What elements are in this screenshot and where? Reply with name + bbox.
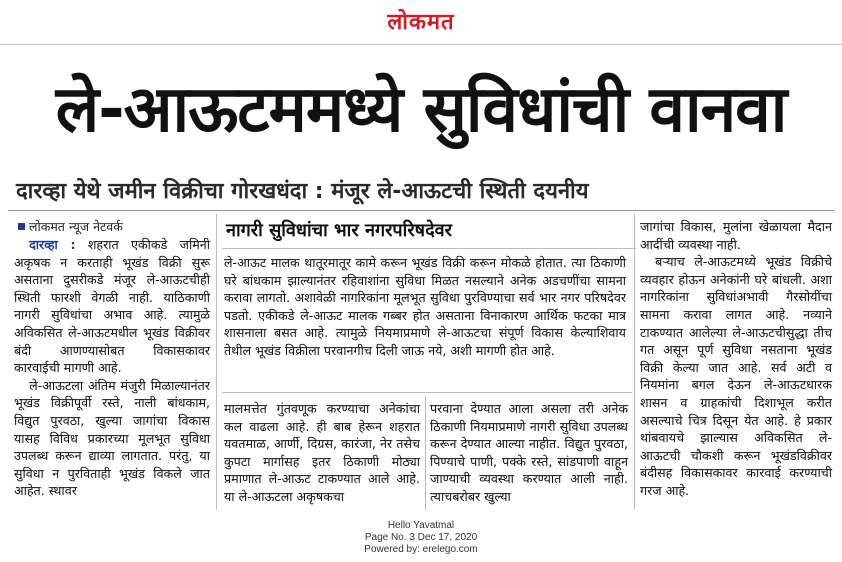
article-column-1 — [14, 236, 210, 500]
column-4-paragraph-2: बऱ्याच ले-आऊटमध्ये भूखंड विक्रीचे व्यवहार होऊन अनेकांनी घरे बांधली. अशा नागरिकांना सुविधांअभावी गैरसोयींचा सामना करावा लागत आहे. नव्याने टाकण्यात आलेल्या ले-आऊटचीसुद्धा तीच गत असून पूर्ण सुविधा नसताना भूखंड विक्री केल्या जात आहे. सर्व अटी व नियमांना बगल देऊन ले-आऊटधारक शासन व ग्राहकांची दिशाभूल करीत असल्याचे चित्र दिसून येत आहे. हे प्रकार थांबवायचे झाल्यास अविकसित ले-आऊटची चौकशी करून भूखंडविक्रीवर बंदीसह विकासकावर कारवाई करण्याची गरज आहे. — [640, 254, 832, 498]
article-column-3: परवाना देण्यात आला असला तरी अनेक ठिकाणी नियमाप्रमाणे नागरी सुविधा उपलब्ध करून देण्यात आल्या नाहीत. विद्युत पुरवठा, पिण्याचे पाणी, पक्के रस्ते, सांडपाणी वाहून जाण्याची व्यवस्था करण्यात आली नाही. त्याचबरोबर खुल्या — [430, 401, 628, 504]
column-4-paragraph-1: जागांचा विकास, मुलांना खेळायला मैदान आदींची व्यवस्था नाही. — [640, 219, 832, 252]
column-divider — [216, 214, 217, 510]
byline — [18, 218, 218, 235]
byline-text: लोकमत न्यूज नेटवर्क — [29, 219, 123, 234]
page-footer — [0, 520, 842, 556]
column-1-paragraph-2: ले-आऊटला अंतिम मंजुरी मिळाल्यानंतर भूखंड विक्रीपूर्वी रस्ते, नाली बांधकाम, विद्युत पुरवठा, खुल्या जागांचा विकास यासह विविध प्रकारच्या मूलभूत सुविधा उपलब्ध करून द्याव्या लागतात. परंतु, या सुविधा न पुरविताही भूखंड विकले जात आहेत. स्थावर — [14, 377, 210, 499]
article-column-2: मालमत्तेत गुंतवणूक करण्याचा अनेकांचा कल वाढला आहे. ही बाब हेरून शहरात यवतमाळ, आर्णी, दिग्रस, कारंजा, नेर तसेच कुपटा मार्गासह इतर ठिकाणी मोठ्या प्रमाणात ले-आऊट टाकण्यात आले आहे. या ले-आऊटला अकृषकचा — [224, 401, 420, 504]
top-divider — [0, 44, 842, 45]
footer-publication: Hello Yavatmal — [387, 520, 455, 531]
bullet-square-icon — [18, 223, 25, 230]
column-divider — [634, 214, 635, 510]
section-divider — [8, 210, 834, 211]
footer-page-date: Page No. 3 Dec 17, 2020 — [364, 532, 478, 543]
subheadline: दारव्हा येथे जमीन विक्रीचा गोरखधंदा : मंजूर ले-आऊटची स्थिती दयनीय — [16, 179, 589, 204]
dateline: दारव्हा : — [29, 237, 76, 252]
column-1-paragraph-1: दारव्हा : शहरात एकीकडे जमिनी अकृषक न करताही भूखंड विक्री सुरू असताना दुसरीकडे मंजूर ले-आऊटचीही स्थिती फारशी वेगळी नाही. याठिकाणी नागरी सुविधांचा अभाव आहे. त्यामुळे अविकसित ले-आऊटमधील भूखंड विक्रीवर बंदी आणण्यासोबत विकासकावर कारवाईची मागणी आहे. — [14, 237, 210, 376]
masthead-logo: लोकमत — [387, 9, 455, 35]
box-text: ले-आऊट मालक थातूरमातूर कामे करून भूखंड विक्री करून मोकळे होतात. त्या ठिकाणी घरे बांधकाम झाल्यानंतर रहिवाशांना सुविधा मिळत नसल्याने अनेक अडचणींचा सामना करावा लागतो. अशावेळी नागरिकांना मूलभूत सुविधा पुरविण्याचा सर्व भार नगर परिषदेवर पडतो. एकीकडे ले-आऊट मालक गब्बर होत असताना विनाकारण आर्थिक फटका मात्र शासनाला बसत आहे. त्यामुळे नियमाप्रमाणे ले-आऊटचा संपूर्ण विकास केल्याशिवाय तेथील भूखंड विक्रीला परवानगीच दिली जाऊ नये, अशी मागणी होत आहे. — [224, 255, 626, 358]
footer-powered-by: Powered by: erelego.com — [364, 544, 478, 555]
box-bottom-divider — [222, 392, 632, 393]
headline: ले-आऊटममध्ये सुविधांची वानवा — [55, 73, 787, 147]
column-divider — [425, 396, 426, 510]
box-heading: नागरी सुविधांचा भार नगरपरिषदेवर — [222, 214, 636, 249]
article-column-4 — [640, 218, 832, 500]
